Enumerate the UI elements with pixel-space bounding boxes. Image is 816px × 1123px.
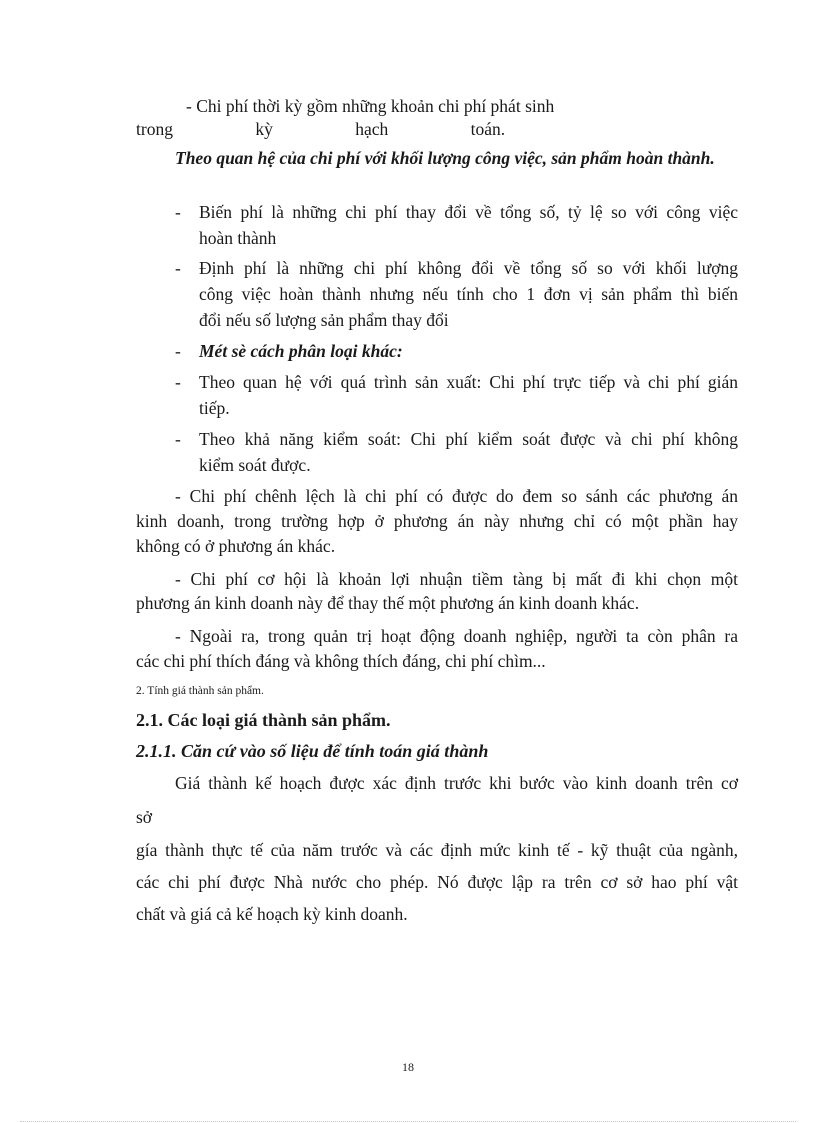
- page-bottom-divider: [20, 1121, 796, 1122]
- bullet-bien-phi-text: Biến phí là những chi phí thay đổi về tổng số, tỷ lệ so với công việc: [199, 202, 738, 222]
- bullet-qua-trinh-san-xuat-text: Theo quan hệ với quá trình sản xuất: Chi phí trực tiếp và chi phí gián: [199, 372, 738, 392]
- paragraph-ngoai-ra-line2: các chi phí thích đáng và không thích đáng, chi phí chìm...: [136, 651, 546, 671]
- paragraph-gia-thanh-ke-hoach-line3: gía thành thực tế của năm trước và các định mức kinh tế - kỹ thuật của ngành,: [136, 840, 738, 860]
- paragraph-co-hoi-line2: phương án kinh doanh này để thay thế một phương án kinh doanh khác.: [136, 593, 640, 613]
- paragraph-chi-phi-thoi-ky-line2: trong kỳ hạch toán.: [136, 119, 506, 139]
- paragraph-chi-phi-thoi-ky-line1: - Chi phí thời kỳ gồm những khoản chi phí phát sinh: [186, 96, 555, 116]
- bullet-qua-trinh-san-xuat-cont: tiếp.: [199, 398, 230, 418]
- bullet-dinh-phi-text: Định phí là những chi phí không đổi về tổng số so với khối lượng: [199, 258, 738, 278]
- bullet-dash: -: [175, 372, 181, 392]
- paragraph-ngoai-ra-line1: - Ngoài ra, trong quản trị hoạt động doanh nghiệp, người ta còn phân ra: [175, 626, 738, 646]
- paragraph-gia-thanh-ke-hoach-line2: sở: [136, 807, 153, 827]
- paragraph-gia-thanh-ke-hoach-line5: chất và giá cả kế hoạch kỳ kinh doanh.: [136, 904, 408, 924]
- section-2-1-heading: 2.1. Các loại giá thành sản phẩm.: [136, 710, 391, 730]
- paragraph-co-hoi-line1: - Chi phí cơ hội là khoản lợi nhuận tiềm tàng bị mất đi khi chọn một: [175, 569, 738, 589]
- bullet-dash: -: [175, 202, 181, 222]
- bullet-bien-phi-cont: hoàn thành: [199, 228, 277, 248]
- bullet-cach-phan-loai-khac-text: Mét sè cách phân loại khác:: [199, 341, 403, 361]
- bullet-dash: -: [175, 258, 181, 278]
- paragraph-chenh-lech-line2: kinh doanh, trong trường hợp ở phương án này nhưng chỉ có một phần hay: [136, 511, 738, 531]
- bullet-kha-nang-kiem-soat-text: Theo khả năng kiểm soát: Chi phí kiểm soát được và chi phí không: [199, 429, 738, 449]
- heading-theo-quan-he: Theo quan hệ của chi phí với khối lượng công việc, sản phẩm hoàn thành.: [175, 148, 715, 168]
- bullet-dash: -: [175, 429, 181, 449]
- section-2-title: 2. Tính giá thành sản phẩm.: [136, 685, 264, 697]
- section-2-1-1-heading: 2.1.1. Căn cứ vào số liệu để tính toán giá thành: [136, 741, 489, 761]
- paragraph-gia-thanh-ke-hoach-line4: các chi phí được Nhà nước cho phép. Nó được lập ra trên cơ sở hao phí vật: [136, 872, 738, 892]
- paragraph-chenh-lech-line3: không có ở phương án khác.: [136, 536, 336, 556]
- bullet-kha-nang-kiem-soat-cont: kiểm soát được.: [199, 455, 311, 475]
- page-number: 18: [402, 1060, 414, 1074]
- bullet-dinh-phi-cont2: đổi nếu số lượng sản phẩm thay đổi: [199, 310, 449, 330]
- bullet-dinh-phi-cont1: công việc hoàn thành nhưng nếu tính cho 1 đơn vị sản phẩm thì biến: [199, 284, 738, 304]
- bullet-dash: -: [175, 341, 181, 361]
- paragraph-gia-thanh-ke-hoach-line1: Giá thành kế hoạch được xác định trước khi bước vào kinh doanh trên cơ: [175, 773, 738, 793]
- paragraph-chenh-lech-line1: - Chi phí chênh lệch là chi phí có được do đem so sánh các phương án: [175, 486, 738, 506]
